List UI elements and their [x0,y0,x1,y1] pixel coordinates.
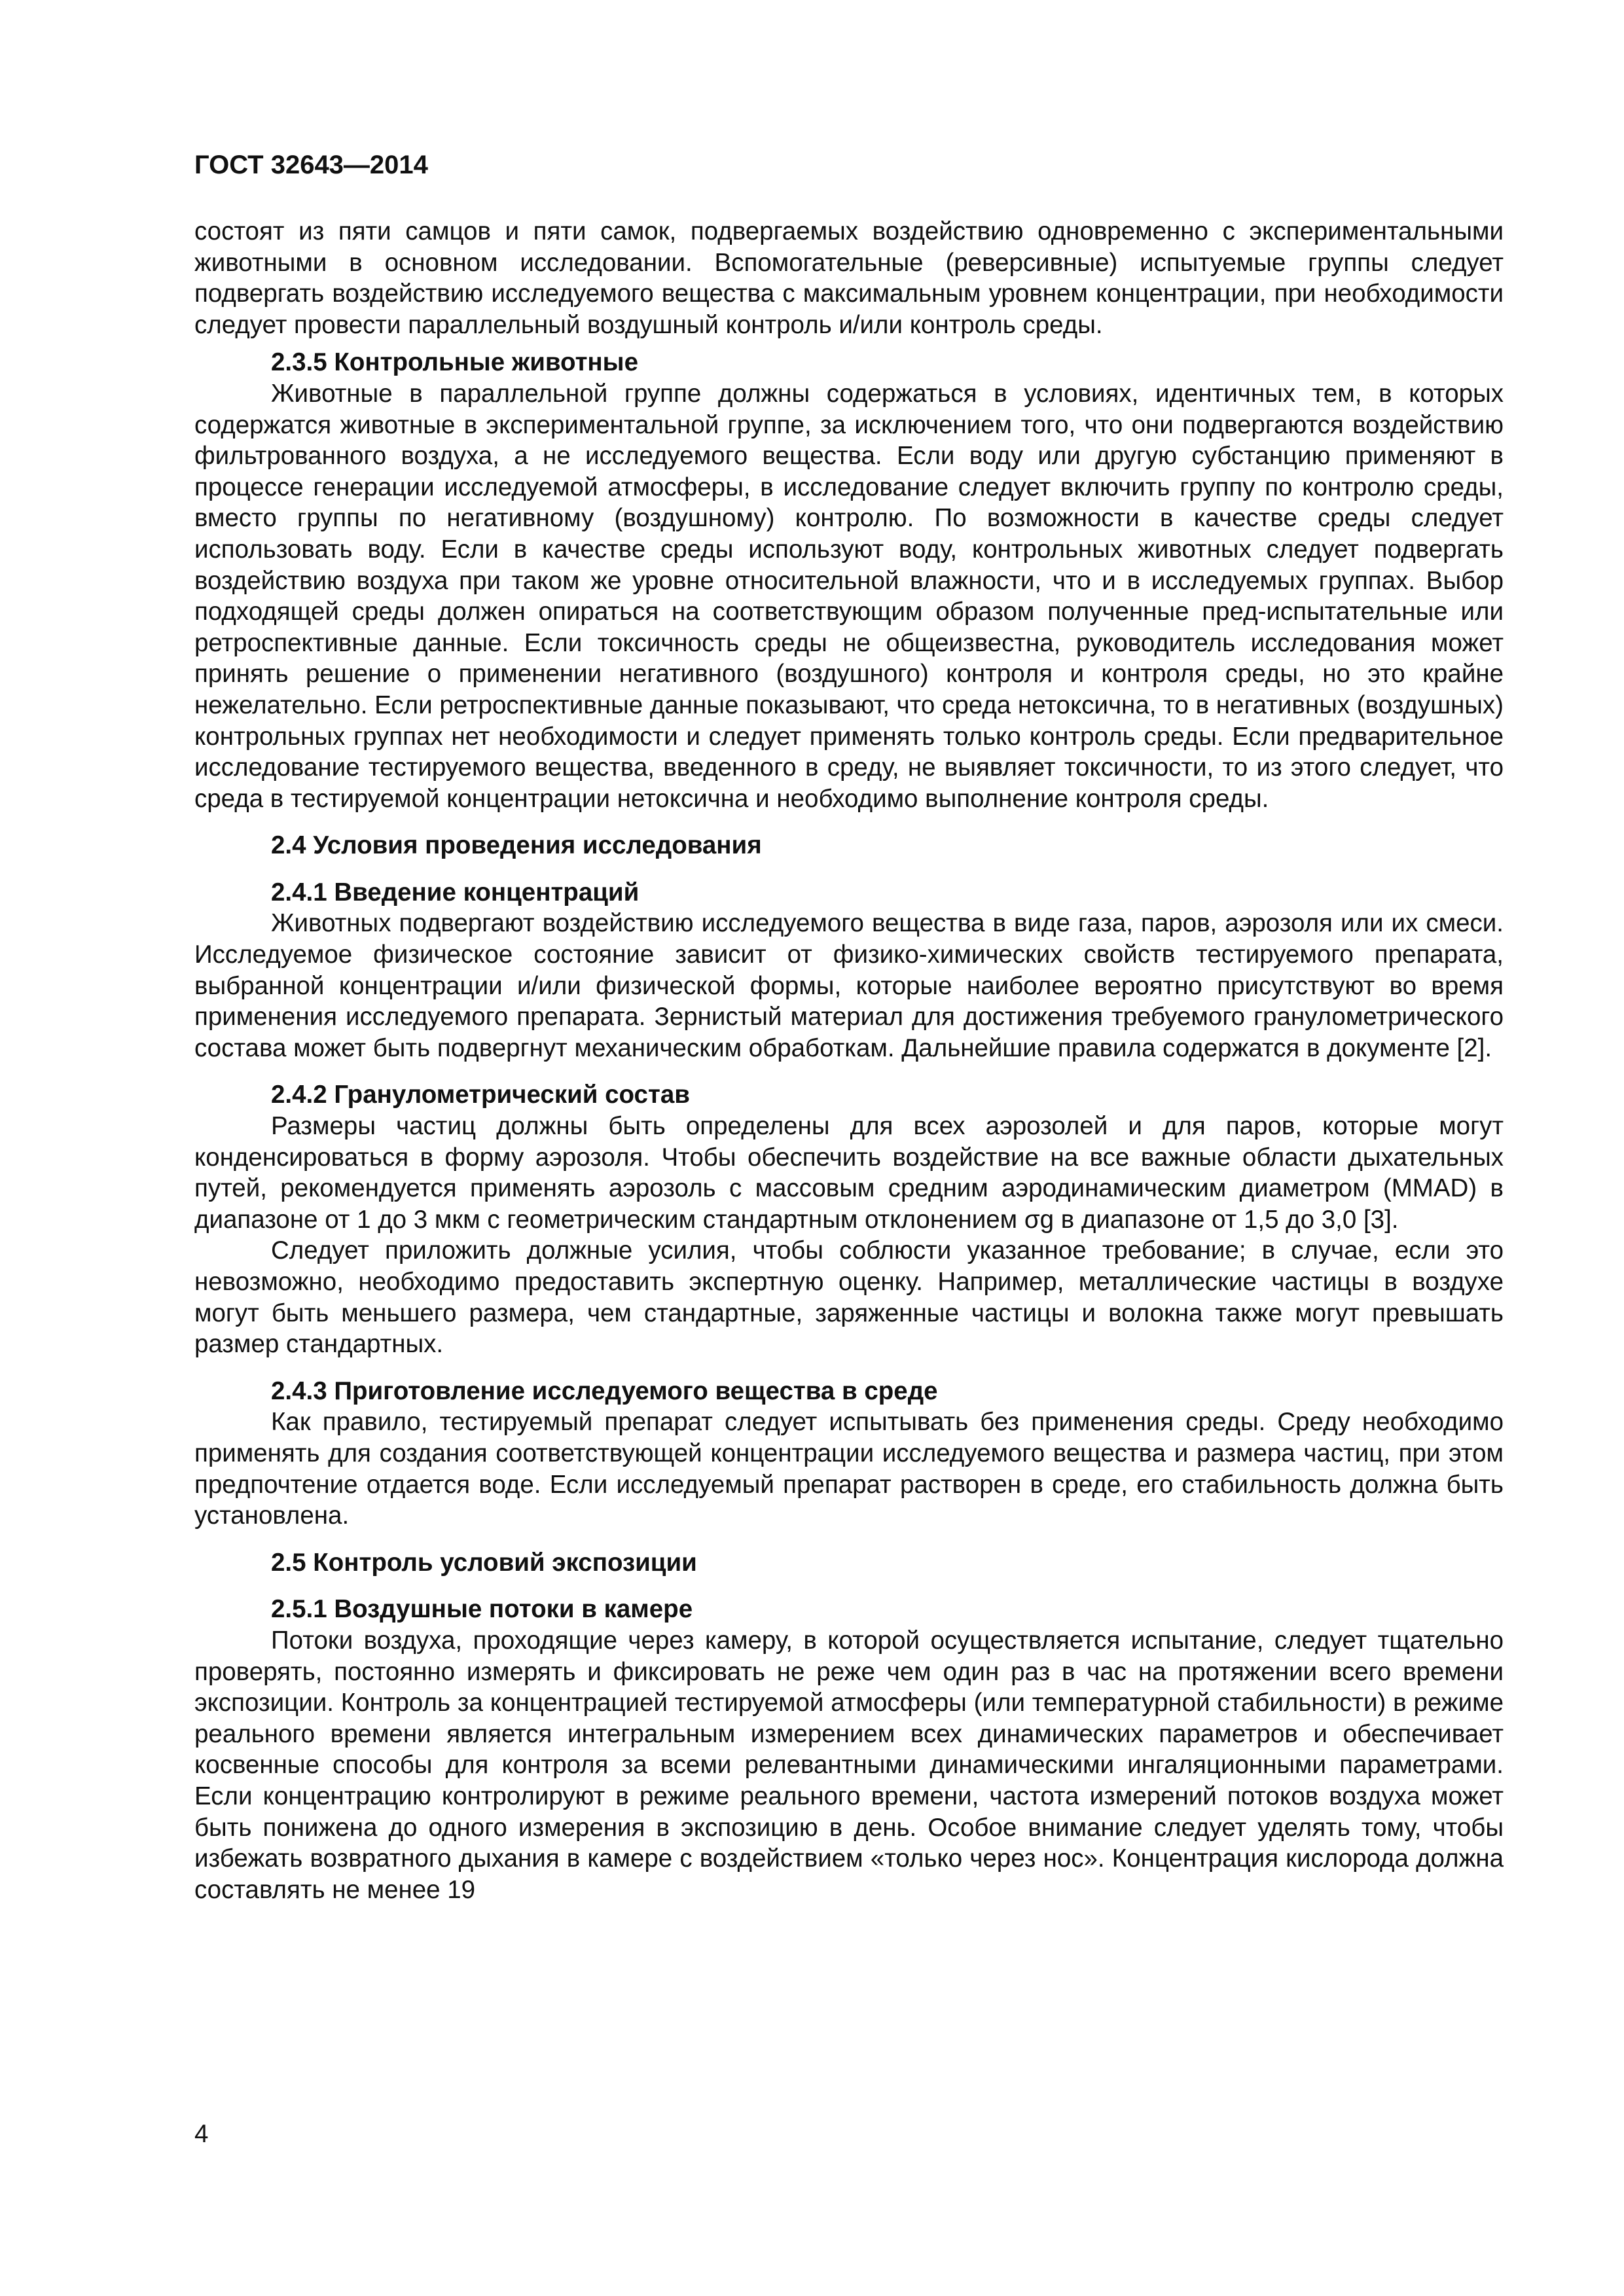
section-heading-2-5: 2.5 Контроль условий экспозиции [271,1548,697,1577]
paragraph-2-5-1: Потоки воздуха, проходящие через камеру, в которой осуществляется испытание, следует тщательно проверять, постоянно измерять и фиксировать не реже чем один раз в час на протяжении всего времени экспозиции. Контроль за концентрацией тестируемой атмосферы (или температурной стабильности) в режиме реального времени является интегральным измерением всех динамических параметров и обеспечивает косвенные способы для контроля за всеми релевантными динамическими ингаляционными параметрами. Если концентрацию контролируют в режиме реального времени, частота измерений потоков воздуха может быть понижена до одного измерения в экспозицию в день. Особое внимание следует уделять тому, чтобы избежать возвратного дыхания в камере с воздействием «только через нос». Концентрация кислорода должна составлять не менее 19 [194,1626,1504,1904]
section-heading-2-4: 2.4 Условия проведения исследования [271,831,762,860]
paragraph-2-4-3: Как правило, тестируемый препарат следует испытывать без применения среды. Среду необходимо применять для создания соответствующей концентрации исследуемого вещества и размера частиц, при этом предпочтение отдается воде. Если исследуемый препарат растворен в среде, его стабильность должна быть установлена. [194,1408,1504,1530]
section-heading-2-4-2: 2.4.2 Гранулометрический состав [271,1081,690,1109]
document-page [194,0,1504,2296]
paragraph-intro: состоят из пяти самцов и пяти самок, подвергаемых воздействию одновременно с экспериментальными животными в основном исследовании. Вспомогательные (реверсивные) испытуемые группы следует подвергать воздействию исследуемого вещества с максимальным уровнем концентрации, при необходимости следует провести параллельный воздушный контроль и/или контроль среды. [194,217,1504,339]
page-number: 4 [194,2120,209,2148]
section-heading-2-5-1: 2.5.1 Воздушные потоки в камере [271,1595,693,1624]
section-heading-2-3-5: 2.3.5 Контрольные животные [271,348,638,377]
section-heading-2-4-3: 2.4.3 Приготовление исследуемого вещества в среде [271,1376,938,1405]
document-body [194,216,1504,1905]
paragraph-2-4-2-b: Следует приложить должные усилия, чтобы соблюсти указанное требование; в случае, если это невозможно, необходимо предоставить экспертную оценку. Например, металлические частицы в воздухе могут быть меньшего размера, чем стандартные, заряженные частицы и волокна также могут превышать размер стандартных. [194,1236,1504,1359]
document-header: ГОСТ 32643—2014 [194,151,428,179]
paragraph-2-3-5: Животные в параллельной группе должны содержаться в условиях, идентичных тем, в которых содержатся животные в экспериментальной группе, за исключением того, что они подвергаются воздействию фильтрованного воздуха, а не исследуемого вещества. Если воду или другую субстанцию применяют в процессе генерации исследуемой атмосферы, в исследование следует включить группу по контролю среды, вместо группы по негативному (воздушному) контролю. По возможности в качестве среды следует использовать воду. Если в качестве среды используют воду, контрольных животных следует подвергать воздействию воздуха при таком же уровне относительной влажности, что и в исследуемых группах. Выбор подходящей среды должен опираться на соответствующим образом полученные пред-испытательные или ретроспективные данные. Если токсичность среды не общеизвестна, руководитель исследования может принять решение о применении негативного (воздушного) контроля и контроля среды, но это крайне нежелательно. Если ретроспективные данные показывают, что среда нетоксична, то в негативных (воздушных) контрольных группах нет необходимости и следует применять только контроль среды. Если предварительное исследование тестируемого вещества, введенного в среду, не выявляет токсичности, то из этого следует, что среда в тестируемой концентрации нетоксична и необходимо выполнение контроля среды. [194,379,1504,813]
paragraph-2-4-1: Животных подвергают воздействию исследуемого вещества в виде газа, паров, аэрозоля или их смеси. Исследуемое физическое состояние зависит от физико-химических свойств тестируемого препарата, выбранной концентрации и/или физической формы, которые наиболее вероятно присутствуют во время применения исследуемого препарата. Зернистый материал для достижения требуемого гранулометрического состава может быть подвергнут механическим обработкам. Дальнейшие правила содержатся в документе [2]. [194,909,1504,1062]
paragraph-2-4-2-a: Размеры частиц должны быть определены для всех аэрозолей и для паров, которые могут конденсироваться в форму аэрозоля. Чтобы обеспечить воздействие на все важные области дыхательных путей, рекомендуется применять аэрозоль с массовым средним аэродинамическим диаметром (MMAD) в диапазоне от 1 до 3 мкм с геометрическим стандартным отклонением σg в диапазоне от 1,5 до 3,0 [3]. [194,1112,1504,1234]
section-heading-2-4-1: 2.4.1 Введение концентраций [271,878,640,906]
